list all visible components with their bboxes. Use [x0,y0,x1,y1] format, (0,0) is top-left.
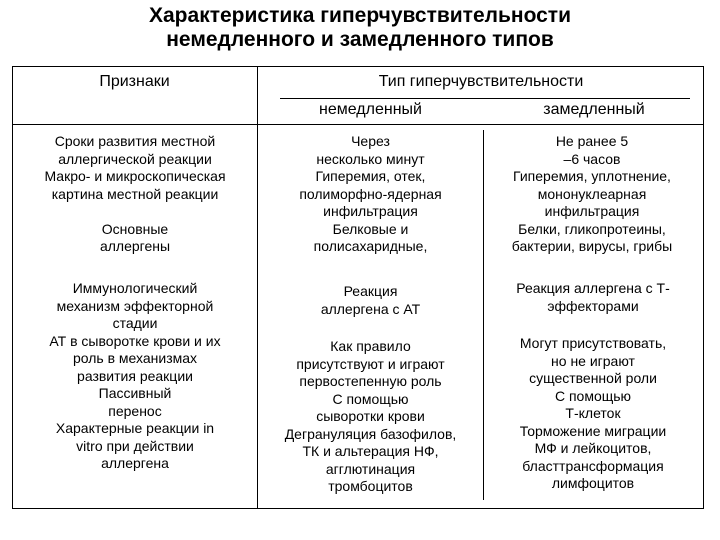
text-fragment: 5 [620,133,629,149]
title-line-2: немедленного и замедленного типов [166,28,554,51]
text-line: роль в механизмах [72,350,198,366]
text-line: Иммунологический [72,280,198,296]
text-line: Гиперемия, уплотнение, [513,168,671,184]
text-line: Т-клеток [565,405,621,421]
text-line: перенос [108,402,162,419]
text-line: Белковые и [332,220,409,237]
block2-delayed [486,335,700,493]
header-immediate: немедленный [319,101,422,118]
text-line: Характерные реакции in [55,420,215,436]
text-line: Белки, гликопротеины, [518,220,666,237]
column-divider-2 [483,130,484,500]
text-line: полиморфно-ядерная [299,185,442,202]
text-line: сыворотки крови [316,408,425,424]
text-line: инфильтрация [544,203,640,219]
header-bottom-rule [12,124,704,125]
text-line: Дегрануляция базофилов, [284,425,457,442]
text-line: Торможение миграции [519,422,667,439]
text-line: vitro при действии [76,437,194,454]
text-line: существенной роли [529,370,657,386]
text-line: агглютинация [325,460,416,477]
text-line: аллергена [101,455,169,471]
text-line [14,203,256,221]
text-line: бласттрансформация [522,457,664,474]
block1-delayed [488,133,696,256]
text-line: мононуклеарная [537,185,647,202]
text-line: Основные [101,220,169,237]
text-line: инфильтрация [323,203,418,219]
block2-signs [14,280,256,473]
text-line: Как правило [330,338,411,354]
text-line: АТ в сыворотке крови и их [49,332,221,349]
text-line: С помощью [554,387,632,404]
text-line: лимфоцитов [551,475,635,491]
text-line: Пассивный [98,385,172,401]
text-line: аллергической реакции [58,150,212,167]
text-line: но не играют [551,352,635,369]
title-line-1: Характеристика гиперчувствительности [149,4,571,27]
text-fragment: Не ранее [555,133,617,149]
header-type: Тип гиперчувствительности [378,73,584,90]
header-delayed: замедленный [543,101,645,118]
text-line: Гиперемия, отек, [315,168,426,184]
text-line: аллергены [99,238,171,254]
text-line: несколько минут [316,150,425,167]
text-line: стадии [112,315,158,331]
text-line: эффекторами [547,297,639,314]
text-line: Через [351,133,390,149]
text-line: Реакция [343,283,398,299]
text-line: Сроки развития местной [54,133,216,149]
block2-delayed-reaction [486,280,700,315]
header-signs: Признаки [99,73,170,90]
text-line-split [488,133,696,151]
text-line: Реакция аллергена с Т- [516,280,670,296]
text-line: картина местной реакции [51,185,219,202]
text-line: ТК и альтерация НФ, [302,443,439,459]
text-line: С помощью [332,390,409,407]
page-title [0,4,720,52]
text-line: развития реакции [77,367,193,384]
text-line: Могут присутствовать, [519,335,667,351]
text-line: Макро- и микроскопическая [44,168,226,184]
text-line: –6 часов [563,150,621,167]
block2-immediate-reaction [258,283,483,318]
header-subdivider [280,98,690,99]
text-line: бактерии, вирусы, грибы [511,238,673,254]
block1-signs [14,133,256,256]
text-line: полисахаридные, [313,238,428,254]
text-line: аллергена с АТ [320,300,421,317]
text-line: тромбоцитов [328,478,413,494]
text-line: механизм эффекторной [56,297,214,314]
block1-immediate [258,133,483,256]
text-line: присутствуют и играют [296,355,445,372]
text-line: МФ и лейкоцитов, [534,440,652,456]
text-line: первостепенную роль [299,373,442,389]
block2-immediate [258,338,483,496]
